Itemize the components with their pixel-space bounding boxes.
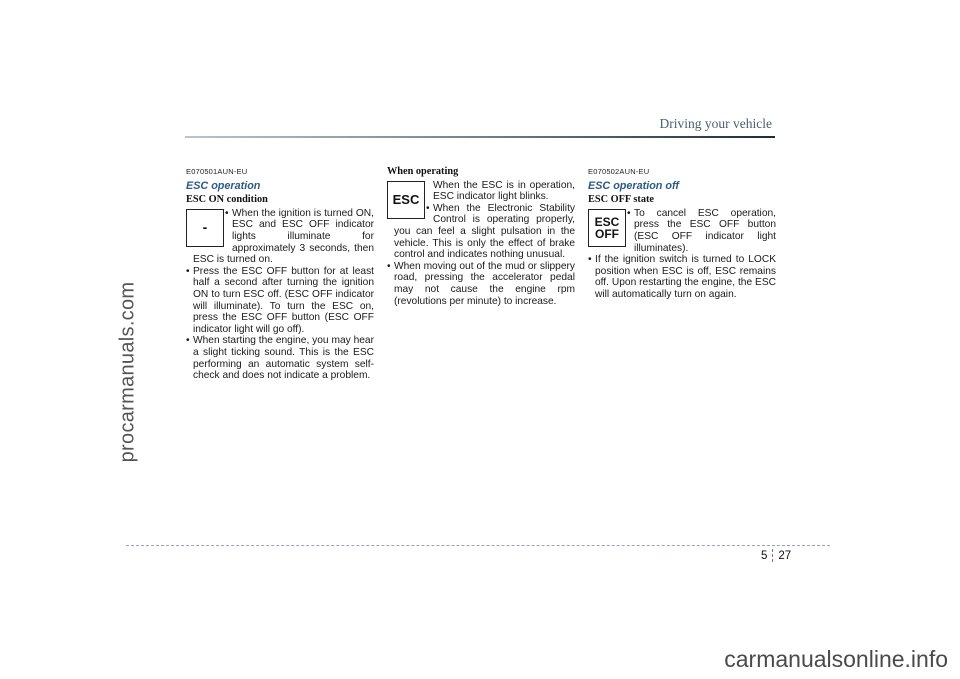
- footer-rule: [126, 545, 830, 546]
- page-number: [761, 549, 791, 562]
- section-header-title: Driving your vehicle: [659, 116, 772, 131]
- header-rule: [185, 136, 775, 138]
- list-item: • Press the ESC OFF button for at least half a second after turning the ignition ON to turn ESC off. (ESC OFF indicator will illuminate). To turn the ESC on, press the ESC OFF button (ESC OFF indicator light will go off).: [186, 266, 374, 336]
- icon-label-line2: OFF: [595, 226, 619, 241]
- side-watermark-text: procarmanuals.com: [116, 281, 139, 463]
- bottom-watermark: carmanualsonline.info: [724, 646, 948, 672]
- esc-indicator-placeholder-icon: [186, 209, 224, 247]
- column-when-operating: [387, 166, 575, 307]
- list-item: • When the Electronic Stability Control is operating properly, you can feel a slight pulsation in the vehicle. This is only the effect of brake control and indicates nothing unusual.: [387, 203, 575, 261]
- list-item: • When moving out of the mud or slippery road, pressing the accelerator pedal may not cause the engine rpm (revolutions per minute) to increase.: [387, 261, 575, 307]
- section-code: E070501AUN-EU: [186, 167, 248, 176]
- section-code: E070502AUN-EU: [588, 167, 650, 176]
- icon-label: ESC: [392, 191, 420, 207]
- esc-off-indicator-icon: [588, 209, 626, 247]
- esc-indicator-icon: [387, 181, 425, 219]
- subsection-title: ESC ON condition: [186, 194, 268, 206]
- page-number-value: 27: [778, 549, 792, 562]
- icon-label-line1: ESC: [594, 214, 620, 229]
- column-esc-operation: [186, 166, 374, 382]
- subsection-title: When operating: [387, 166, 459, 177]
- list-item: • To cancel ESC operation, press the ESC OFF button (ESC OFF indicator light illuminates).: [588, 208, 776, 254]
- intro-paragraph: When the ESC is in operation, ESC indicator light blinks.: [433, 179, 575, 203]
- list-item: • When the ignition is turned ON, ESC and ESC OFF indicator lights illuminate for approximately 3 seconds, then ESC is turned on.: [186, 208, 374, 266]
- section-title: ESC operation off: [588, 179, 679, 192]
- subsection-title: ESC OFF state: [588, 194, 654, 206]
- section-title: ESC operation: [186, 179, 261, 192]
- page-number-separator: [772, 549, 773, 562]
- column-esc-operation-off: [588, 166, 776, 301]
- icon-label: -: [202, 218, 208, 235]
- list-item: • If the ignition switch is turned to LOCK position when ESC is off, ESC remains off. Upon restarting the engine, the ESC will automatically turn on again.: [588, 254, 776, 300]
- chapter-number: 5: [761, 549, 768, 562]
- list-item: • When starting the engine, you may hear a slight ticking sound. This is the ESC performing an automatic system self-check and does not indicate a problem.: [186, 335, 374, 381]
